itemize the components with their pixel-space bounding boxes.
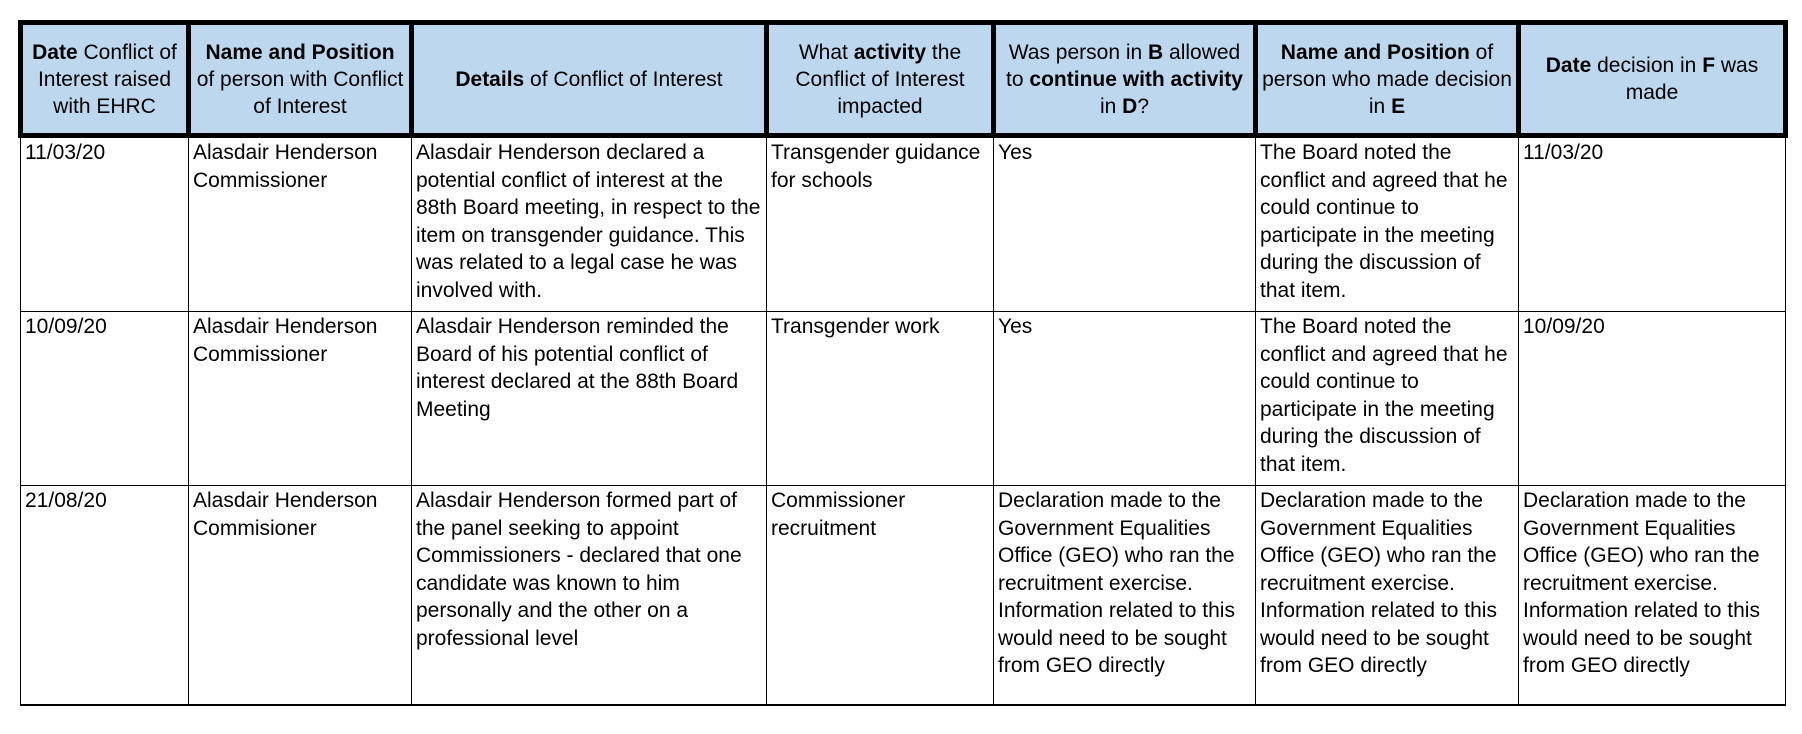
cell-details: Alasdair Henderson reminded the Board of his potential conflict of interest declared at the 88th Board Meeting bbox=[412, 312, 767, 486]
cell-allowed-to-continue: Yes bbox=[994, 136, 1256, 312]
header-emphasis: continue with activity bbox=[1029, 67, 1243, 91]
header-text: Was person in bbox=[1008, 40, 1149, 64]
header-text: the Conflict of Interest impacted bbox=[795, 40, 965, 118]
cell-decision-maker: The Board noted the conflict and agreed that he could continue to participate in the meeting during the discussion of that item. bbox=[1256, 312, 1519, 486]
person-name: Alasdair Henderson bbox=[193, 489, 378, 512]
table-row bbox=[21, 136, 1786, 312]
header-emphasis: Name and Position bbox=[1280, 40, 1470, 64]
cell-activity: Transgender work bbox=[767, 312, 994, 486]
header-decision-maker bbox=[1256, 23, 1519, 136]
cell-decision-date: Declaration made to the Government Equalities Office (GEO) who ran the recruitment exercise. Information related to this would need to be sought from GEO directly bbox=[1519, 486, 1786, 706]
person-position: Commissioner bbox=[193, 342, 328, 366]
header-name-position bbox=[189, 23, 412, 136]
cell-name-position bbox=[189, 312, 412, 486]
cell-activity: Commissioner recruitment bbox=[767, 486, 994, 706]
cell-decision-date: 10/09/20 bbox=[1519, 312, 1786, 486]
cell-name-position bbox=[189, 486, 412, 706]
cell-decision-date: 11/03/20 bbox=[1519, 136, 1786, 312]
header-emphasis: B bbox=[1148, 40, 1164, 64]
conflict-of-interest-table bbox=[18, 20, 1788, 706]
header-row bbox=[21, 23, 1786, 136]
cell-name-position bbox=[189, 136, 412, 312]
cell-allowed-to-continue: Declaration made to the Government Equalities Office (GEO) who ran the recruitment exercise. Information related to this would need to be sought from GEO directly bbox=[994, 486, 1256, 706]
person-name: Alasdair Henderson bbox=[193, 315, 378, 338]
header-decision-date bbox=[1519, 23, 1786, 136]
header-text: of person with Conflict of Interest bbox=[196, 67, 404, 118]
header-text: allowed to bbox=[1006, 40, 1241, 91]
header-emphasis: E bbox=[1391, 94, 1406, 118]
table-body bbox=[21, 136, 1786, 706]
cell-date-raised: 10/09/20 bbox=[21, 312, 189, 486]
header-emphasis: Details bbox=[455, 67, 525, 91]
cell-decision-maker: The Board noted the conflict and agreed that he could continue to participate in the meeting during the discussion of that item. bbox=[1256, 136, 1519, 312]
cell-allowed-to-continue: Yes bbox=[994, 312, 1256, 486]
header-allowed-to-continue bbox=[994, 23, 1256, 136]
person-name: Alasdair Henderson bbox=[193, 141, 378, 164]
header-text: of Conflict of Interest bbox=[524, 67, 723, 91]
header-text: ? bbox=[1137, 94, 1150, 118]
table-row bbox=[21, 312, 1786, 486]
header-emphasis: activity bbox=[853, 40, 927, 64]
cell-decision-maker: Declaration made to the Government Equalities Office (GEO) who ran the recruitment exercise. Information related to this would need to be sought from GEO directly bbox=[1256, 486, 1519, 706]
cell-details: Alasdair Henderson formed part of the panel seeking to appoint Commissioners - declared that one candidate was known to him personally and the other on a professional level bbox=[412, 486, 767, 706]
header-activity bbox=[767, 23, 994, 136]
person-position: Commissioner bbox=[193, 168, 328, 192]
cell-details: Alasdair Henderson declared a potential conflict of interest at the 88th Board meeting, in respect to the item on transgender guidance. This was related to a legal case he was involved with. bbox=[412, 136, 767, 312]
table-header bbox=[21, 23, 1786, 136]
header-text: of person who made decision in bbox=[1262, 40, 1512, 118]
header-date-raised bbox=[21, 23, 189, 136]
header-details bbox=[412, 23, 767, 136]
cell-date-raised: 11/03/20 bbox=[21, 136, 189, 312]
header-emphasis: Date bbox=[32, 40, 78, 64]
cell-date-raised: 21/08/20 bbox=[21, 486, 189, 706]
header-emphasis: Date bbox=[1545, 54, 1592, 77]
table-row bbox=[21, 486, 1786, 706]
header-emphasis: F bbox=[1702, 54, 1716, 77]
person-position: Commisioner bbox=[193, 516, 317, 540]
cell-activity: Transgender guidance for schools bbox=[767, 136, 994, 312]
header-emphasis: Name and Position bbox=[205, 40, 395, 64]
header-text: was made bbox=[1625, 54, 1759, 104]
header-text: in bbox=[1099, 94, 1123, 118]
header-text: Conflict of Interest raised with EHRC bbox=[37, 40, 177, 118]
header-text: What bbox=[798, 40, 854, 64]
header-text: decision in bbox=[1591, 54, 1703, 77]
header-emphasis: D bbox=[1122, 94, 1138, 118]
